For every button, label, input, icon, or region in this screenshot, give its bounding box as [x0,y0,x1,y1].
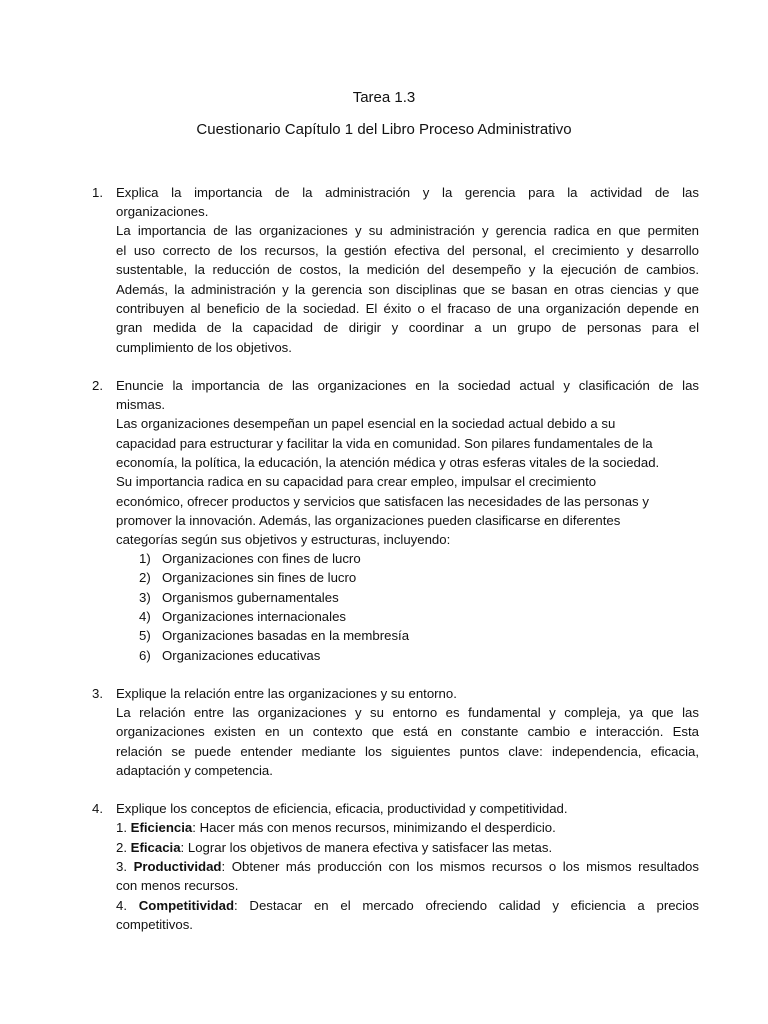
list-item: 3) Organismos gubernamentales [139,590,339,605]
answer-1-line: Además, la administración y la gerencia son disciplinas que se basan en otras ciencias y que [116,282,699,297]
concept-competitividad: 4. Competitividad: Destacar en el mercado ofreciendo calidad y eficiencia a precios [116,898,700,913]
question-2-text: mismas. [116,397,166,412]
answer-2-line: Su importancia radica en su capacidad para crear empleo, impulsar el crecimiento [116,474,597,489]
answer-2-line: capacidad para estructurar y facilitar la vida en comunidad. Son pilares fundamentales de la [116,436,653,451]
answer-2-line: categorías según sus objetivos y estructuras, incluyendo: [116,532,451,547]
answer-3-line: relación se puede entender mediante los siguientes puntos clave: independencia, eficacia, [116,744,699,759]
concept-eficacia: 2. Eficacia: Lograr los objetivos de manera efectiva y satisfacer las metas. [116,840,553,855]
question-4-number: 4. [92,801,103,816]
question-2-text: Enuncie la importancia de las organizaciones en la sociedad actual y clasificación de las [116,378,699,393]
answer-2-line: económico, ofrecer productos y servicios que satisfacen las necesidades de las personas y [116,494,649,509]
question-3-number: 3. [92,686,103,701]
answer-1-line: gran medida de la capacidad de dirigir y coordinar a un grupo de personas para el [116,320,699,335]
list-item: 5) Organizaciones basadas en la membresía [139,628,410,643]
answer-2-line: Las organizaciones desempeñan un papel esencial en la sociedad actual debido a su [116,416,616,431]
answer-2-line: promover la innovación. Además, las organizaciones pueden clasificarse en diferentes [116,513,621,528]
answer-1-line: contribuyen al beneficio de la sociedad. El éxito o el fracaso de una organización depende en [116,301,699,316]
answer-1-line: La importancia de las organizaciones y su administración y gerencia radica en que permiten [116,223,699,238]
answer-3-line: adaptación y competencia. [116,763,273,778]
document-title: Tarea 1.3 [352,89,416,106]
question-1-number: 1. [92,185,103,200]
list-item: 1) Organizaciones con fines de lucro [139,551,361,566]
question-1-text: Explica la importancia de la administración y la gerencia para la actividad de las [116,185,699,200]
answer-3-line: organizaciones existen en un contexto que está en constante cambio e interacción. Esta [116,724,699,739]
concept-competitividad-cont: competitivos. [116,917,193,932]
list-item: 6) Organizaciones educativas [139,648,321,663]
question-2-number: 2. [92,378,103,393]
answer-1-line: cumplimiento de los objetivos. [116,340,292,355]
document-subtitle: Cuestionario Capítulo 1 del Libro Proceso Administrativo [196,121,572,138]
answer-3-line: La relación entre las organizaciones y su entorno es fundamental y compleja, ya que las [116,705,699,720]
question-4-text: Explique los conceptos de eficiencia, eficacia, productividad y competitividad. [116,801,568,816]
question-3-text: Explique la relación entre las organizaciones y su entorno. [116,686,457,701]
answer-1-line: el uso correcto de los recursos, la gestión efectiva del personal, el crecimiento y desarrollo [116,243,699,258]
answer-2-line: economía, la política, la educación, la atención médica y otras esferas vitales de la sociedad. [116,455,660,470]
list-item: 2) Organizaciones sin fines de lucro [139,570,357,585]
concept-eficiencia: 1. Eficiencia: Hacer más con menos recursos, minimizando el desperdicio. [116,820,556,835]
concept-productividad: 3. Productividad: Obtener más producción con los mismos recursos o los mismos resultados [116,859,699,874]
concept-productividad-cont: con menos recursos. [116,878,239,893]
question-1-text: organizaciones. [116,204,209,219]
answer-1-line: sustentable, la reducción de costos, la medición del desempeño y la ejecución de cambios. [116,262,699,277]
list-item: 4) Organizaciones internacionales [139,609,347,624]
